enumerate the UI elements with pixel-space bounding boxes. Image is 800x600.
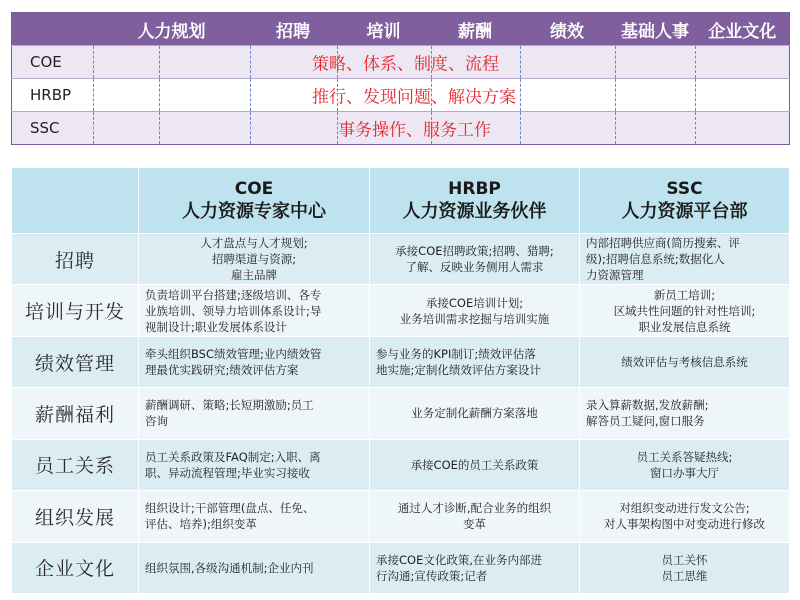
hrbp-duty-cell bbox=[370, 388, 580, 439]
pillar-header-hrbp bbox=[370, 168, 580, 234]
hrbp-duty-cell bbox=[370, 542, 580, 593]
hrbp-duty-cell bbox=[370, 439, 580, 490]
matrix-cell bbox=[94, 112, 160, 145]
duty-line: 解答员工疑问,窗口服务 bbox=[586, 414, 705, 429]
ssc-duty-cell bbox=[580, 336, 790, 387]
duty-line: 负责培训平台搭建;逐级培训、各专 bbox=[145, 287, 322, 302]
function-label: 企业文化 bbox=[12, 542, 139, 593]
duty-line: 薪酬调研、策略;长短期激励;员工 bbox=[145, 398, 314, 413]
pillar-header-ssc bbox=[580, 168, 790, 234]
pillar-body bbox=[12, 234, 790, 594]
pillar-header-row bbox=[12, 168, 790, 234]
hrbp-duty-cell bbox=[370, 491, 580, 542]
matrix-col-header: 人力规划 bbox=[94, 13, 250, 46]
duty-line: 视制设计;职业发展体系设计 bbox=[145, 319, 287, 334]
matrix-col-header: 基础人事 bbox=[615, 13, 696, 46]
pillar-abbr: SSC bbox=[666, 178, 703, 199]
pillar-name: 人力资源平台部 bbox=[621, 200, 748, 222]
matrix-corner bbox=[12, 13, 94, 46]
duty-line: 内部招聘供应商(简历搜索、评 bbox=[586, 236, 740, 251]
matrix-row-text: 推行、发现问题、解决方案 bbox=[312, 87, 516, 108]
hrbp-duty-cell bbox=[370, 285, 580, 336]
pillar-header-coe bbox=[139, 168, 370, 234]
duty-line: 了解、反映业务侧用人需求 bbox=[405, 260, 544, 275]
coe-duty-cell bbox=[139, 336, 370, 387]
matrix-col-header: 企业文化 bbox=[696, 13, 790, 46]
duty-line: 牵头组织BSC绩效管理;业内绩效管 bbox=[145, 347, 322, 362]
ssc-duty-cell bbox=[580, 388, 790, 439]
pillar-abbr: HRBP bbox=[448, 178, 501, 199]
matrix-cell bbox=[696, 112, 790, 145]
duty-line: 业务培训需求挖掘与培训实施 bbox=[399, 311, 550, 326]
duty-line: 区域共性问题的针对性培训; bbox=[613, 303, 756, 318]
coe-duty-cell bbox=[139, 388, 370, 439]
duty-line: 员工关系政策及FAQ制定;入职、离 bbox=[145, 449, 321, 464]
pillar-row bbox=[12, 439, 790, 490]
hr-function-matrix bbox=[11, 12, 790, 145]
matrix-col-header: 招聘 bbox=[250, 13, 337, 46]
pillar-abbr: COE bbox=[234, 178, 274, 199]
coe-duty-cell bbox=[139, 491, 370, 542]
matrix-row-label: HRBP bbox=[12, 79, 94, 112]
function-label: 招聘 bbox=[12, 234, 139, 285]
matrix-header-row bbox=[12, 13, 790, 46]
matrix-cell bbox=[696, 79, 790, 112]
duty-line: 对人事架构图中对变动进行修改 bbox=[604, 517, 765, 532]
matrix-row-coe bbox=[12, 46, 790, 79]
ssc-duty-cell bbox=[580, 542, 790, 593]
duty-line: 承接COE文化政策,在业务内部进 bbox=[376, 552, 543, 567]
duty-line: 理最优实践研究;绩效评估方案 bbox=[145, 363, 299, 378]
duty-line: 通过人才诊断,配合业务的组织 bbox=[397, 501, 552, 516]
pillar-row bbox=[12, 388, 790, 439]
function-label: 培训与开发 bbox=[12, 285, 139, 336]
ssc-duty-cell bbox=[580, 439, 790, 490]
duty-line: 参与业务的KPI制订;绩效评估落 bbox=[376, 347, 536, 362]
duty-line: 绩效评估与考核信息系统 bbox=[621, 355, 748, 370]
duty-line: 对组织变动进行发文公告; bbox=[619, 501, 750, 516]
coe-duty-cell bbox=[139, 542, 370, 593]
duty-line: 承接COE招聘政策;招聘、猎聘; bbox=[395, 244, 554, 259]
duty-line: 组织设计;干部管理(盘点、任免、 bbox=[145, 501, 315, 516]
pillar-row bbox=[12, 336, 790, 387]
hr-three-pillar-table bbox=[11, 167, 790, 594]
duty-line: 员工关怀 bbox=[661, 552, 708, 567]
pillar-row bbox=[12, 234, 790, 285]
matrix-cell bbox=[94, 79, 160, 112]
matrix-col-header: 绩效 bbox=[520, 13, 615, 46]
matrix-cell bbox=[696, 46, 790, 79]
matrix-row-text: 事务操作、服务工作 bbox=[338, 120, 491, 141]
matrix-row-text: 策略、体系、制度、流程 bbox=[312, 54, 499, 75]
pillar-row bbox=[12, 491, 790, 542]
function-label: 薪酬福利 bbox=[12, 388, 139, 439]
hrbp-duty-cell bbox=[370, 336, 580, 387]
matrix-row-label: COE bbox=[12, 46, 94, 79]
function-label: 绩效管理 bbox=[12, 336, 139, 387]
duty-line: 职业发展信息系统 bbox=[638, 319, 731, 334]
duty-line: 地实施;定制化绩效评估方案设计 bbox=[376, 363, 541, 378]
duty-line: 级);招聘信息系统;数据化人 bbox=[586, 252, 725, 267]
coe-duty-cell bbox=[139, 234, 370, 285]
duty-line: 承接COE培训计划; bbox=[425, 295, 524, 310]
ssc-duty-cell bbox=[580, 234, 790, 285]
duty-line: 招聘渠道与资源; bbox=[211, 252, 297, 267]
duty-line: 业务定制化薪酬方案落地 bbox=[411, 406, 538, 421]
matrix-span-cell bbox=[160, 79, 696, 112]
matrix-row-ssc bbox=[12, 112, 790, 145]
pillar-row bbox=[12, 542, 790, 593]
matrix-row-label: SSC bbox=[12, 112, 94, 145]
pillar-row bbox=[12, 285, 790, 336]
duty-line: 员工关系答疑热线; bbox=[636, 449, 733, 464]
pillar-name: 人力资源专家中心 bbox=[182, 200, 326, 222]
duty-line: 行沟通;宣传政策;记者 bbox=[376, 568, 488, 583]
function-label: 组织发展 bbox=[12, 491, 139, 542]
duty-line: 职、异动流程管理;毕业实习接收 bbox=[145, 465, 310, 480]
pillar-name: 人力资源业务伙伴 bbox=[402, 200, 547, 222]
duty-line: 承接COE的员工关系政策 bbox=[410, 457, 539, 472]
duty-line: 业族培训、领导力培训体系设计;导 bbox=[145, 303, 322, 318]
matrix-span-cell bbox=[160, 46, 696, 79]
ssc-duty-cell bbox=[580, 491, 790, 542]
duty-line: 变革 bbox=[463, 517, 486, 532]
duty-line: 录入算薪数据,发放薪酬; bbox=[586, 398, 709, 413]
duty-line: 员工思维 bbox=[661, 568, 708, 583]
matrix-row-hrbp bbox=[12, 79, 790, 112]
matrix-col-header: 培训 bbox=[337, 13, 431, 46]
duty-line: 新员工培训; bbox=[653, 287, 716, 302]
duty-line: 组织氛围,各级沟通机制;企业内刊 bbox=[145, 560, 314, 575]
coe-duty-cell bbox=[139, 285, 370, 336]
duty-line: 力资源管理 bbox=[586, 268, 644, 283]
coe-duty-cell bbox=[139, 439, 370, 490]
hrbp-duty-cell bbox=[370, 234, 580, 285]
matrix-span-cell bbox=[160, 112, 696, 145]
duty-line: 咨询 bbox=[145, 414, 168, 429]
pillar-corner bbox=[12, 168, 139, 234]
matrix-col-header: 薪酬 bbox=[431, 13, 520, 46]
function-label: 员工关系 bbox=[12, 439, 139, 490]
duty-line: 雇主品牌 bbox=[231, 268, 277, 283]
ssc-duty-cell bbox=[580, 285, 790, 336]
duty-line: 窗口办事大厅 bbox=[650, 465, 719, 480]
duty-line: 人才盘点与人才规划; bbox=[200, 236, 308, 251]
duty-line: 评估、培养);组织变革 bbox=[145, 517, 257, 532]
matrix-cell bbox=[94, 46, 160, 79]
